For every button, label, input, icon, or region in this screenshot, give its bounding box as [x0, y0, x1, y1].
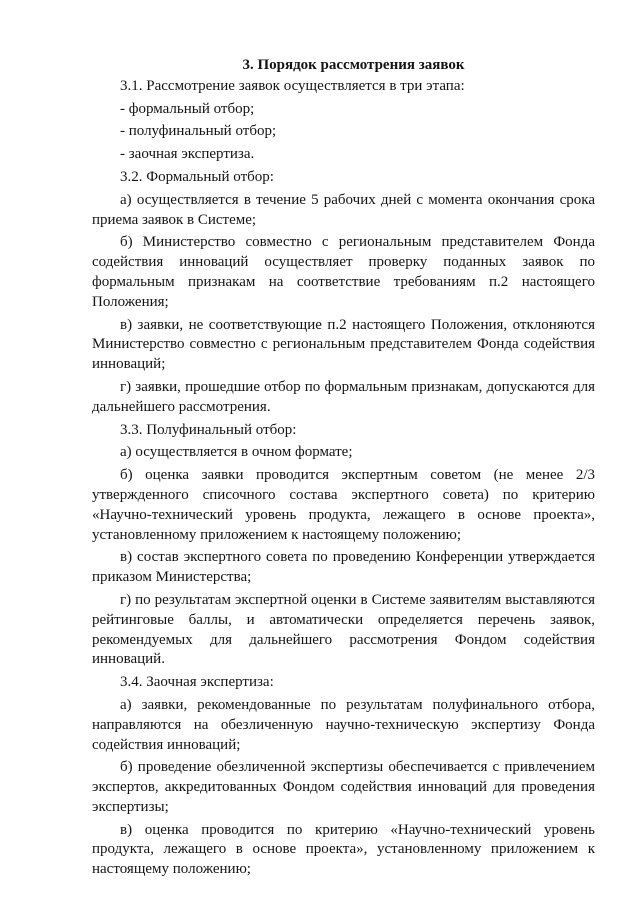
paragraph-3-4-c: в) оценка проводится по критерию «Научно-технический уровень продукта, лежащего в основе проекта», установленному приложением к настоящему положению;: [92, 821, 595, 878]
paragraph-3-1: 3.1. Рассмотрение заявок осуществляется в три этапа:: [120, 77, 465, 94]
paragraph-3-2-c: в) заявки, не соответствующие п.2 настоящего Положения, отклоняются Министерство совместно с региональным представителем Фонда содействия инноваций;: [92, 316, 595, 373]
paragraph-3-3-a: а) осуществляется в очном формате;: [120, 444, 353, 461]
paragraph-3-2-b: б) Министерство совместно с региональным представителем Фонда содействия инноваций осуществляет проверку поданных заявок по формальным признакам на соответствие требованиям п.2 настоящего Положения;: [92, 234, 595, 310]
paragraph-3-4-a: а) заявки, рекомендованные по результатам полуфинального отбора, направляются на обезличенную научно-техническую экспертизу Фонда содействия инноваций;: [92, 696, 595, 753]
paragraph-3-4-b: б) проведение обезличенной экспертизы обеспечивается с привлечением экспертов, аккредитованных Фондом содействия инноваций для проведения экспертизы;: [92, 759, 595, 815]
paragraph-3-3-d: г) по результатам экспертной оценки в Системе заявителям выставляются рейтинговые баллы, и автоматически определяется перечень заявок, рекомендуемых для дальнейшего рассмотрения Фондом содействия инноваций.: [92, 591, 595, 668]
list-item-formal: - формальный отбор;: [120, 100, 255, 117]
paragraph-3-3-b: б) оценка заявки проводится экспертным советом (не менее 2/3 утвержденного списочного состава экспертного совета) по критерию «Научно-технический уровень продукта, лежащего в основе проекта», установленному приложением к настоящему положению;: [92, 467, 595, 543]
paragraph-3-3-c: в) состав экспертного совета по проведению Конференции утверждается приказом Министерства;: [92, 549, 595, 586]
paragraph-3-2: 3.2. Формальный отбор:: [120, 168, 274, 185]
paragraph-3-2-d: г) заявки, прошедшие отбор по формальным признакам, допускаются для дальнейшего рассмотрения.: [92, 378, 595, 415]
list-item-semifinal: - полуфинальный отбор;: [120, 123, 277, 140]
paragraph-3-3: 3.3. Полуфинальный отбор:: [120, 421, 297, 438]
section-title: 3. Порядок рассмотрения заявок: [242, 57, 465, 73]
list-item-expertise: - заочная экспертиза.: [120, 146, 255, 163]
paragraph-3-4: 3.4. Заочная экспертиза:: [120, 674, 274, 691]
paragraph-3-2-a: а) осуществляется в течение 5 рабочих дней с момента окончания срока приема заявок в Системе;: [92, 191, 595, 228]
